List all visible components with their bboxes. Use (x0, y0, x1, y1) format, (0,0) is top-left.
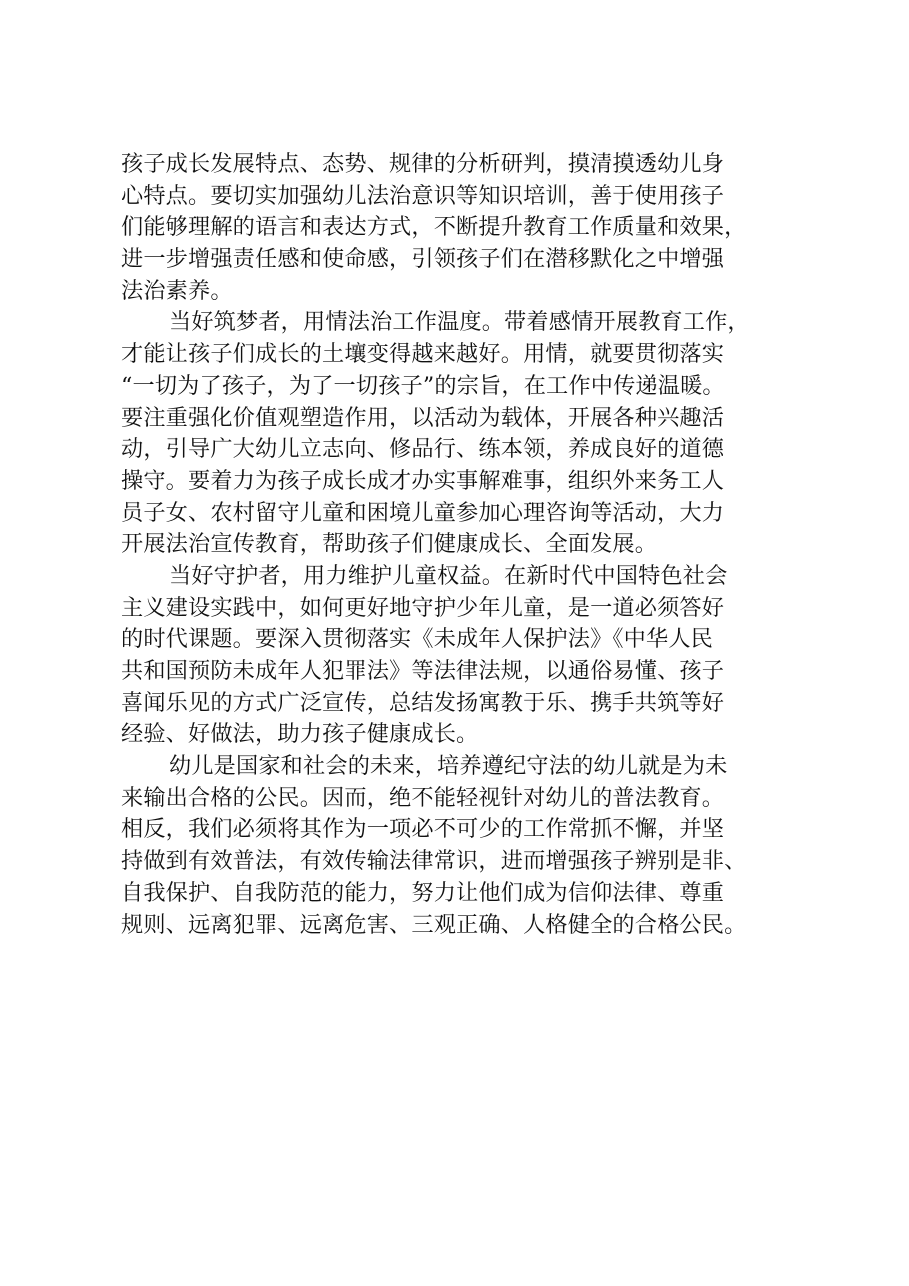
text-line: “一切为了孩子，为了一切孩子”的宗旨，在工作中传递温暖。 (121, 372, 725, 399)
text-line: 开展法治宣传教育，帮助孩子们健康成长、全面发展。 (121, 531, 658, 558)
paragraph-2 (121, 307, 793, 561)
text-line: 孩子成长发展特点、态势、规律的分析研判，摸清摸透幼儿身 (121, 151, 725, 177)
text-line: 喜闻乐见的方式广泛宣传，总结发扬寓教于乐、携手共筑等好 (121, 689, 725, 716)
paragraph-1 (121, 149, 793, 307)
text-line: 员子女、农村留守儿童和困境儿童参加心理咨询等活动，大力 (121, 499, 725, 526)
text-line: 主义建设实践中，如何更好地守护少年儿童，是一道必须答好 (121, 594, 725, 621)
text-line: 经验、好做法，助力孩子健康成长。 (121, 721, 479, 748)
paragraph-4 (121, 751, 793, 941)
paragraph-3 (121, 561, 793, 751)
text-line: 当好守护者，用力维护儿童权益。在新时代中国特色社会 (169, 562, 728, 589)
text-line: 规则、远离犯罪、远离危害、三观正确、人格健全的合格公民。 (121, 911, 747, 938)
text-line: 的时代课题。要深入贯彻落实《未成年人保护法》《中华人民 (121, 626, 714, 653)
text-line: 法治素养。 (121, 277, 233, 304)
text-line: 持做到有效普法，有效传输法律常识，进而增强孩子辨别是非、 (121, 848, 747, 875)
text-line: 来输出合格的公民。因而，绝不能轻视针对幼儿的普法教育。 (121, 784, 725, 811)
text-line: 们能够理解的语言和表达方式，不断提升教育工作质量和效果， (121, 214, 747, 241)
text-line: 进一步增强责任感和使命感，引领孩子们在潜移默化之中增强 (121, 246, 725, 273)
text-line: 才能让孩子们成长的土壤变得越来越好。用情，就要贯彻落实 (121, 341, 725, 368)
text-line: 操守。要着力为孩子成长成才办实事解难事，组织外来务工人 (121, 467, 725, 494)
text-line: 自我保护、自我防范的能力，努力让他们成为信仰法律、尊重 (121, 879, 725, 906)
text-line: 要注重强化价值观塑造作用，以活动为载体，开展各种兴趣活 (121, 404, 725, 431)
text-line: 共和国预防未成年人犯罪法》等法律法规，以通俗易懂、孩子 (121, 658, 725, 684)
text-line: 相反，我们必须将其作为一项必不可少的工作常抓不懈，并坚 (121, 816, 725, 843)
document-body (121, 149, 793, 941)
text-line: 幼儿是国家和社会的未来，培养遵纪守法的幼儿就是为未 (169, 753, 728, 780)
text-line: 心特点。要切实加强幼儿法治意识等知识培训，善于使用孩子 (121, 182, 725, 209)
text-line: 当好筑梦者，用情法治工作温度。带着感情开展教育工作， (169, 309, 750, 336)
text-line: 动，引导广大幼儿立志向、修品行、练本领，养成良好的道德 (121, 436, 725, 463)
